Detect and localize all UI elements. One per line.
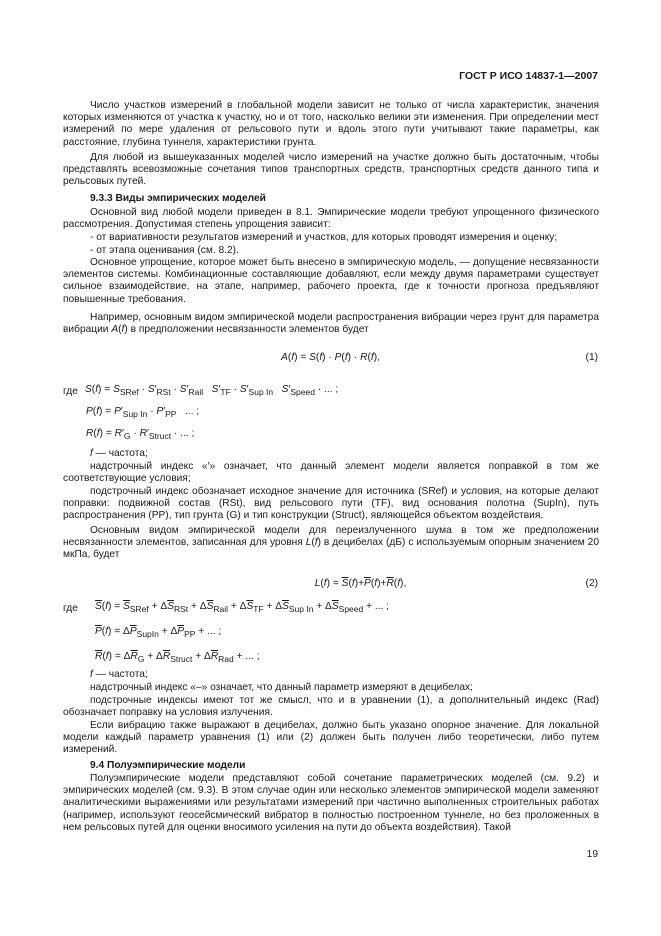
paragraph: Для любой из вышеуказанных моделей число измерений на участке должно быть достаточным, чтобы представлять всевозможные сочетания типов транспортных средств, транспортных средств данного типа и рельсовых путей. xyxy=(63,152,599,188)
frequency-note: f — частота; xyxy=(90,669,148,680)
equation-p-bar-term: $\overline{P}(f) = \Delta\overline{P}_{SupIn} + \Delta\overline{P}_{PP}$ + ... ; xyxy=(95,626,222,640)
equation-s-term: $S(f) = S_{SRef} \cdot S'_{RSt} \cdot S'_{Rail}$ $S'_{TF} \cdot S'_{Sup In}$ $S'_{Speed}$ · ... ; xyxy=(85,384,339,398)
equation-1: A(f) = S(f) · P(f) · R(f), xyxy=(281,352,380,363)
page-number: 19 xyxy=(586,849,598,860)
paragraph: Основное упрощение, которое может быть внесено в эмпирическую модель, — допущение несвязанности элементов системы. Комбинационные составляющие добавляют, если между двумя параметрами существует сильное взаимодействие, на этапе, например, рабочего проекта, где к точности прогноза предъявляют повышенные требования. xyxy=(63,257,599,305)
paragraph: подстрочные индексы имеют тот же смысл, что и в уравнении (1), а дополнительный индекс (Rad) обозначает поправку на условия излучения. xyxy=(63,695,599,719)
where-label: где xyxy=(63,603,78,614)
paragraph: Полуэмпирические модели представляют собой сочетание параметрических моделей (см. 9.2) и эмпирических моделей (см. 9.3). В этом случае один или несколько элементов эмпирической модели заменяют аналитическими выражениями или результатами измерений при частично выполненных строительных работах (например, используют геосейсмический вибратор в полностью построенном туннеле, но без проложенных в нем рельсовых путей для оценки вносимого усиления на пути до объекта воздействия). Такой xyxy=(63,773,599,833)
equation-2-number: (2) xyxy=(585,578,598,589)
section-heading-9-3-3: 9.3.3 Виды эмпирических моделей xyxy=(90,193,266,204)
paragraph: Например, основным видом эмпирической модели распространения вибрации через грунт для параметра вибрации A(f) в предположении несвязанности элементов будет xyxy=(63,312,599,336)
list-item: - от вариативности результатов измерений и участков, для которых проводят измерения и оценку; xyxy=(90,232,558,243)
standard-header: ГОСТ Р ИСО 14837-1—2007 xyxy=(459,70,598,82)
section-heading-9-4: 9.4 Полуэмпирические модели xyxy=(90,760,246,771)
paragraph: надстрочный индекс «–» означает, что данный параметр измеряют в децибелах; xyxy=(90,682,473,693)
equation-r-bar-term: $\overline{R}(f) = \Delta\overline{R}_G + \Delta\overline{R}_{Struct} + \Delta\overline{R}_{Rad}$ + ... ; xyxy=(95,651,260,665)
equation-2: $L(f) = \overline{S}(f)+\overline{P}(f)+\overline{R}(f)$, xyxy=(314,578,407,589)
frequency-note: f — частота; xyxy=(90,448,148,459)
equation-s-bar-term: $\overline{S}(f) = \overline{S}_{SRef} + \Delta\overline{S}_{RSt} + \Delta\overline{S}_{Rail} + \Delta\overline{S}_{TF} + \Delta\overline{S}_{Sup In} + \Delta\overline{S}_{Speed}$ + ... ; xyxy=(95,601,390,615)
paragraph: Число участков измерений в глобальной модели зависит не только от числа характеристик, значения которых изменяются от участка к участку, но и от того, насколько велики эти изменения. При определении мест измерений по мере удаления от рельсового пути и вдоль этого пути учитывают такие параметры, как расстояние, глубина туннеля, характеристики грунта. xyxy=(63,100,599,148)
paragraph: надстрочный индекс «′» означает, что данный элемент модели является поправкой в том же соответствующие условия; xyxy=(63,461,599,485)
equation-p-term: $P(f) = P'_{Sup In} \cdot P'_{PP}$ ... ; xyxy=(86,406,200,420)
paragraph: Основным видом эмпирической модели для переизлученного шума в том же предположении несвязанности элементов, записанная для уровня L(f) в децибелах (дБ) с используемым опорным значением 20 мкПа, будет xyxy=(63,525,600,561)
equation-r-term: $R(f) = R'_G \cdot R'_{Struct}$ · ... ; xyxy=(86,428,195,442)
paragraph: Основной вид любой модели приведен в 8.1. Эмпирические модели требуют упрощенного физического рассмотрения. Допустимая степень упрощения зависит: xyxy=(63,207,599,231)
list-item: - от этапа оценивания (см. 8.2). xyxy=(90,245,239,256)
equation-1-number: (1) xyxy=(585,352,598,363)
paragraph: Если вибрацию также выражают в децибелах, должно быть указано опорное значение. Для локальной модели каждый параметр уравнения (1) или (2) должен быть получен либо теоретически, либо путем измерений. xyxy=(63,720,599,756)
paragraph: подстрочный индекс обозначает исходное значение для источника (SRef) и условия, на которые делают поправки: подвижной состав (RSt), вид рельсового пути (TF), вид основания полотна (SupIn), путь распространения (PP), тип грунта (G) и тип конструкции (Struct), являющейся объектом воздействия. xyxy=(63,486,599,522)
where-label: где xyxy=(63,386,78,397)
